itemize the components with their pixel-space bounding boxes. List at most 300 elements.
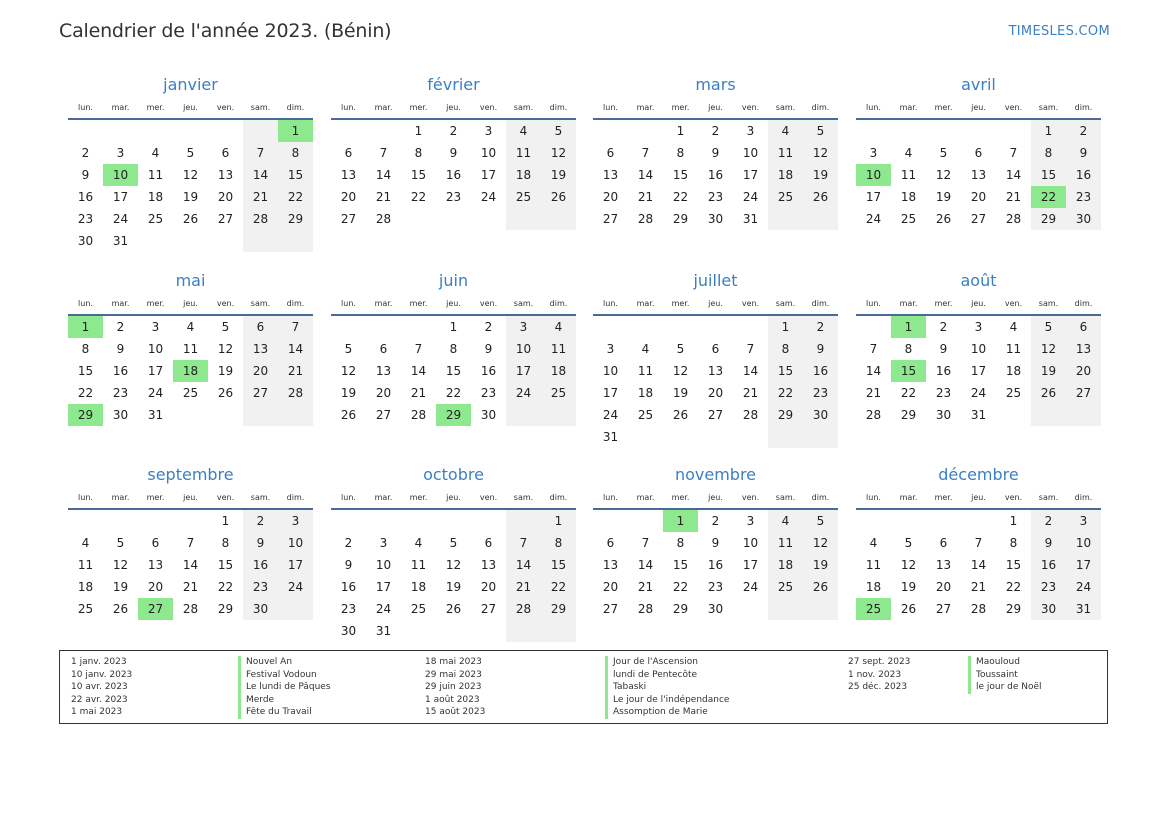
- day-cell[interactable]: 7: [1009, 146, 1018, 160]
- day-cell[interactable]: 28: [970, 602, 987, 616]
- day-cell[interactable]: 23: [1031, 576, 1066, 598]
- day-cell[interactable]: 9: [803, 338, 838, 360]
- day-cell[interactable]: 1: [449, 320, 458, 334]
- day-cell[interactable]: 19: [1031, 360, 1066, 382]
- day-cell[interactable]: 12: [182, 168, 199, 182]
- day-cell[interactable]: 26: [182, 212, 199, 226]
- day-cell[interactable]: 12: [217, 342, 234, 356]
- day-cell[interactable]: 7: [278, 316, 313, 338]
- day-cell[interactable]: 8: [676, 536, 685, 550]
- day-cell[interactable]: 15: [541, 554, 576, 576]
- day-cell[interactable]: 29: [278, 208, 313, 230]
- day-cell[interactable]: 23: [1066, 186, 1101, 208]
- day-cell[interactable]: 2: [1031, 510, 1066, 532]
- day-cell[interactable]: 6: [484, 536, 493, 550]
- day-cell[interactable]: 3: [116, 146, 125, 160]
- day-cell[interactable]: 8: [449, 342, 458, 356]
- day-cell[interactable]: 16: [480, 364, 497, 378]
- day-cell[interactable]: 29: [900, 408, 917, 422]
- day-cell[interactable]: 30: [77, 234, 94, 248]
- day-cell[interactable]: 7: [746, 342, 755, 356]
- day-cell[interactable]: 13: [602, 558, 619, 572]
- day-cell[interactable]: 9: [1066, 142, 1101, 164]
- day-cell[interactable]: 24: [147, 386, 164, 400]
- day-cell[interactable]: 9: [484, 342, 493, 356]
- day-cell[interactable]: 12: [672, 364, 689, 378]
- day-cell[interactable]: 3: [506, 316, 541, 338]
- day-cell[interactable]: 13: [1066, 338, 1101, 360]
- day-cell[interactable]: 26: [900, 602, 917, 616]
- day-cell[interactable]: 29: [1005, 602, 1022, 616]
- day-cell[interactable]: 18: [637, 386, 654, 400]
- day-cell[interactable]: 5: [186, 146, 195, 160]
- day-cell[interactable]: 14: [637, 558, 654, 572]
- day-cell[interactable]: 19: [182, 190, 199, 204]
- day-cell[interactable]: 21: [410, 386, 427, 400]
- day-cell[interactable]: 4: [151, 146, 160, 160]
- day-cell[interactable]: 6: [151, 536, 160, 550]
- day-cell[interactable]: 17: [602, 386, 619, 400]
- day-cell[interactable]: 11: [541, 338, 576, 360]
- day-cell[interactable]: 21: [637, 190, 654, 204]
- day-cell[interactable]: 5: [344, 342, 353, 356]
- day-cell[interactable]: 14: [375, 168, 392, 182]
- day-cell[interactable]: 2: [1066, 120, 1101, 142]
- day-cell[interactable]: 23: [112, 386, 129, 400]
- day-cell[interactable]: 24: [970, 386, 987, 400]
- day-cell[interactable]: 30: [935, 408, 952, 422]
- day-cell[interactable]: 14: [637, 168, 654, 182]
- day-cell[interactable]: 24: [742, 190, 759, 204]
- day-cell[interactable]: 10: [506, 338, 541, 360]
- day-cell[interactable]: 5: [541, 120, 576, 142]
- day-cell[interactable]: 27: [935, 602, 952, 616]
- day-cell[interactable]: 9: [711, 146, 720, 160]
- day-cell[interactable]: 4: [506, 120, 541, 142]
- day-cell[interactable]: 23: [77, 212, 94, 226]
- day-cell[interactable]: 30: [707, 212, 724, 226]
- day-cell[interactable]: 6: [939, 536, 948, 550]
- day-cell[interactable]: 2: [803, 316, 838, 338]
- day-cell[interactable]: 16: [1031, 554, 1066, 576]
- day-cell[interactable]: 8: [541, 532, 576, 554]
- day-cell[interactable]: 16: [445, 168, 462, 182]
- day-cell[interactable]: 5: [1031, 316, 1066, 338]
- day-cell[interactable]: 31: [375, 624, 392, 638]
- day-cell[interactable]: 22: [541, 576, 576, 598]
- day-cell[interactable]: 30: [243, 598, 278, 620]
- day-cell[interactable]: 8: [1009, 536, 1018, 550]
- day-cell[interactable]: 22: [900, 386, 917, 400]
- day-cell[interactable]: 26: [112, 602, 129, 616]
- day-cell[interactable]: 10: [742, 146, 759, 160]
- day-cell[interactable]: 12: [541, 142, 576, 164]
- site-link[interactable]: TIMESLES.COM: [1008, 24, 1110, 39]
- day-cell[interactable]: 12: [340, 364, 357, 378]
- day-cell[interactable]: 2: [711, 124, 720, 138]
- day-cell[interactable]: 11: [768, 532, 803, 554]
- day-cell[interactable]: 17: [742, 168, 759, 182]
- day-cell[interactable]: 21: [506, 576, 541, 598]
- day-cell[interactable]: 6: [344, 146, 353, 160]
- day-cell[interactable]: 2: [449, 124, 458, 138]
- day-cell[interactable]: 27: [602, 602, 619, 616]
- day-cell[interactable]: 8: [81, 342, 90, 356]
- day-cell[interactable]: 10: [103, 164, 138, 186]
- day-cell[interactable]: 26: [217, 386, 234, 400]
- day-cell[interactable]: 1: [1009, 514, 1018, 528]
- day-cell[interactable]: 8: [414, 146, 423, 160]
- day-cell[interactable]: 25: [410, 602, 427, 616]
- day-cell[interactable]: 12: [1031, 338, 1066, 360]
- day-cell[interactable]: 27: [970, 212, 987, 226]
- day-cell[interactable]: 28: [637, 212, 654, 226]
- day-cell[interactable]: 24: [375, 602, 392, 616]
- day-cell[interactable]: 3: [974, 320, 983, 334]
- day-cell[interactable]: 7: [641, 536, 650, 550]
- day-cell[interactable]: 28: [182, 602, 199, 616]
- day-cell[interactable]: 21: [637, 580, 654, 594]
- day-cell[interactable]: 18: [506, 164, 541, 186]
- day-cell[interactable]: 8: [768, 338, 803, 360]
- day-cell[interactable]: 12: [935, 168, 952, 182]
- day-cell[interactable]: 2: [711, 514, 720, 528]
- day-cell[interactable]: 25: [147, 212, 164, 226]
- day-cell[interactable]: 28: [410, 408, 427, 422]
- day-cell[interactable]: 18: [768, 164, 803, 186]
- day-cell[interactable]: 10: [856, 164, 891, 186]
- day-cell[interactable]: 4: [541, 316, 576, 338]
- day-cell[interactable]: 4: [1009, 320, 1018, 334]
- day-cell[interactable]: 26: [803, 576, 838, 598]
- day-cell[interactable]: 17: [375, 580, 392, 594]
- day-cell[interactable]: 20: [707, 386, 724, 400]
- day-cell[interactable]: 19: [112, 580, 129, 594]
- day-cell[interactable]: 8: [278, 142, 313, 164]
- day-cell[interactable]: 7: [414, 342, 423, 356]
- day-cell[interactable]: 25: [768, 186, 803, 208]
- day-cell[interactable]: 1: [221, 514, 230, 528]
- day-cell[interactable]: 4: [414, 536, 423, 550]
- day-cell[interactable]: 19: [935, 190, 952, 204]
- day-cell[interactable]: 4: [768, 120, 803, 142]
- day-cell[interactable]: 24: [506, 382, 541, 404]
- day-cell[interactable]: 27: [602, 212, 619, 226]
- day-cell[interactable]: 8: [1031, 142, 1066, 164]
- day-cell[interactable]: 21: [182, 580, 199, 594]
- day-cell[interactable]: 19: [803, 554, 838, 576]
- day-cell[interactable]: 6: [1066, 316, 1101, 338]
- day-cell[interactable]: 3: [606, 342, 615, 356]
- day-cell[interactable]: 8: [221, 536, 230, 550]
- day-cell[interactable]: 26: [935, 212, 952, 226]
- day-cell[interactable]: 1: [891, 316, 926, 338]
- day-cell[interactable]: 10: [602, 364, 619, 378]
- day-cell[interactable]: 2: [939, 320, 948, 334]
- day-cell[interactable]: 27: [138, 598, 173, 620]
- day-cell[interactable]: 9: [344, 558, 353, 572]
- day-cell[interactable]: 26: [541, 186, 576, 208]
- day-cell[interactable]: 10: [1066, 532, 1101, 554]
- day-cell[interactable]: 1: [663, 510, 698, 532]
- day-cell[interactable]: 30: [1031, 598, 1066, 620]
- day-cell[interactable]: 22: [768, 382, 803, 404]
- day-cell[interactable]: 9: [1031, 532, 1066, 554]
- day-cell[interactable]: 3: [278, 510, 313, 532]
- day-cell[interactable]: 20: [1066, 360, 1101, 382]
- day-cell[interactable]: 5: [803, 120, 838, 142]
- day-cell[interactable]: 16: [243, 554, 278, 576]
- day-cell[interactable]: 7: [379, 146, 388, 160]
- day-cell[interactable]: 5: [676, 342, 685, 356]
- day-cell[interactable]: 19: [672, 386, 689, 400]
- day-cell[interactable]: 12: [803, 142, 838, 164]
- day-cell[interactable]: 20: [602, 190, 619, 204]
- day-cell[interactable]: 13: [340, 168, 357, 182]
- day-cell[interactable]: 19: [900, 580, 917, 594]
- day-cell[interactable]: 20: [602, 580, 619, 594]
- day-cell[interactable]: 10: [742, 536, 759, 550]
- day-cell[interactable]: 31: [112, 234, 129, 248]
- day-cell[interactable]: 6: [974, 146, 983, 160]
- day-cell[interactable]: 27: [1066, 382, 1101, 404]
- day-cell[interactable]: 20: [935, 580, 952, 594]
- day-cell[interactable]: 16: [707, 558, 724, 572]
- day-cell[interactable]: 2: [116, 320, 125, 334]
- day-cell[interactable]: 25: [77, 602, 94, 616]
- day-cell[interactable]: 17: [865, 190, 882, 204]
- day-cell[interactable]: 3: [151, 320, 160, 334]
- day-cell[interactable]: 28: [375, 212, 392, 226]
- day-cell[interactable]: 20: [217, 190, 234, 204]
- day-cell[interactable]: 28: [506, 598, 541, 620]
- day-cell[interactable]: 22: [445, 386, 462, 400]
- day-cell[interactable]: 9: [243, 532, 278, 554]
- day-cell[interactable]: 25: [900, 212, 917, 226]
- day-cell[interactable]: 21: [970, 580, 987, 594]
- day-cell[interactable]: 4: [904, 146, 913, 160]
- day-cell[interactable]: 22: [278, 186, 313, 208]
- day-cell[interactable]: 13: [147, 558, 164, 572]
- day-cell[interactable]: 24: [602, 408, 619, 422]
- day-cell[interactable]: 11: [410, 558, 427, 572]
- day-cell[interactable]: 27: [707, 408, 724, 422]
- day-cell[interactable]: 10: [375, 558, 392, 572]
- day-cell[interactable]: 15: [768, 360, 803, 382]
- day-cell[interactable]: 25: [856, 598, 891, 620]
- day-cell[interactable]: 19: [445, 580, 462, 594]
- day-cell[interactable]: 21: [742, 386, 759, 400]
- day-cell[interactable]: 5: [904, 536, 913, 550]
- day-cell[interactable]: 5: [116, 536, 125, 550]
- day-cell[interactable]: 3: [746, 514, 755, 528]
- day-cell[interactable]: 18: [173, 360, 208, 382]
- day-cell[interactable]: 5: [221, 320, 230, 334]
- day-cell[interactable]: 11: [768, 142, 803, 164]
- day-cell[interactable]: 29: [217, 602, 234, 616]
- day-cell[interactable]: 8: [676, 146, 685, 160]
- day-cell[interactable]: 11: [506, 142, 541, 164]
- day-cell[interactable]: 14: [182, 558, 199, 572]
- day-cell[interactable]: 20: [340, 190, 357, 204]
- day-cell[interactable]: 28: [865, 408, 882, 422]
- day-cell[interactable]: 14: [742, 364, 759, 378]
- day-cell[interactable]: 25: [506, 186, 541, 208]
- day-cell[interactable]: 15: [672, 168, 689, 182]
- day-cell[interactable]: 2: [81, 146, 90, 160]
- day-cell[interactable]: 16: [340, 580, 357, 594]
- day-cell[interactable]: 3: [484, 124, 493, 138]
- day-cell[interactable]: 23: [480, 386, 497, 400]
- day-cell[interactable]: 9: [711, 536, 720, 550]
- day-cell[interactable]: 29: [541, 598, 576, 620]
- day-cell[interactable]: 13: [602, 168, 619, 182]
- day-cell[interactable]: 15: [77, 364, 94, 378]
- day-cell[interactable]: 18: [410, 580, 427, 594]
- day-cell[interactable]: 10: [970, 342, 987, 356]
- day-cell[interactable]: 25: [637, 408, 654, 422]
- day-cell[interactable]: 19: [803, 164, 838, 186]
- day-cell[interactable]: 15: [672, 558, 689, 572]
- day-cell[interactable]: 22: [1031, 186, 1066, 208]
- day-cell[interactable]: 14: [1005, 168, 1022, 182]
- day-cell[interactable]: 24: [865, 212, 882, 226]
- day-cell[interactable]: 16: [1066, 164, 1101, 186]
- day-cell[interactable]: 13: [243, 338, 278, 360]
- day-cell[interactable]: 30: [1066, 208, 1101, 230]
- day-cell[interactable]: 9: [116, 342, 125, 356]
- day-cell[interactable]: 20: [480, 580, 497, 594]
- day-cell[interactable]: 6: [221, 146, 230, 160]
- day-cell[interactable]: 31: [1066, 598, 1101, 620]
- day-cell[interactable]: 29: [436, 404, 471, 426]
- day-cell[interactable]: 30: [480, 408, 497, 422]
- day-cell[interactable]: 17: [278, 554, 313, 576]
- day-cell[interactable]: 26: [340, 408, 357, 422]
- day-cell[interactable]: 21: [243, 186, 278, 208]
- day-cell[interactable]: 23: [935, 386, 952, 400]
- day-cell[interactable]: 22: [1005, 580, 1022, 594]
- day-cell[interactable]: 17: [506, 360, 541, 382]
- day-cell[interactable]: 28: [637, 602, 654, 616]
- day-cell[interactable]: 23: [803, 382, 838, 404]
- day-cell[interactable]: 24: [278, 576, 313, 598]
- day-cell[interactable]: 23: [707, 190, 724, 204]
- day-cell[interactable]: 19: [340, 386, 357, 400]
- day-cell[interactable]: 11: [77, 558, 94, 572]
- day-cell[interactable]: 24: [1066, 576, 1101, 598]
- day-cell[interactable]: 26: [803, 186, 838, 208]
- day-cell[interactable]: 4: [186, 320, 195, 334]
- day-cell[interactable]: 3: [869, 146, 878, 160]
- day-cell[interactable]: 14: [865, 364, 882, 378]
- day-cell[interactable]: 6: [711, 342, 720, 356]
- day-cell[interactable]: 10: [147, 342, 164, 356]
- day-cell[interactable]: 11: [865, 558, 882, 572]
- day-cell[interactable]: 24: [112, 212, 129, 226]
- day-cell[interactable]: 30: [803, 404, 838, 426]
- day-cell[interactable]: 7: [974, 536, 983, 550]
- day-cell[interactable]: 27: [340, 212, 357, 226]
- day-cell[interactable]: 7: [243, 142, 278, 164]
- day-cell[interactable]: 4: [869, 536, 878, 550]
- day-cell[interactable]: 15: [1031, 164, 1066, 186]
- day-cell[interactable]: 22: [672, 580, 689, 594]
- day-cell[interactable]: 4: [81, 536, 90, 550]
- day-cell[interactable]: 23: [445, 190, 462, 204]
- day-cell[interactable]: 10: [480, 146, 497, 160]
- day-cell[interactable]: 9: [81, 168, 90, 182]
- day-cell[interactable]: 18: [865, 580, 882, 594]
- day-cell[interactable]: 12: [803, 532, 838, 554]
- day-cell[interactable]: 15: [1005, 558, 1022, 572]
- day-cell[interactable]: 24: [742, 580, 759, 594]
- day-cell[interactable]: 16: [112, 364, 129, 378]
- day-cell[interactable]: 26: [1031, 382, 1066, 404]
- day-cell[interactable]: 19: [541, 164, 576, 186]
- day-cell[interactable]: 30: [112, 408, 129, 422]
- day-cell[interactable]: 3: [1066, 510, 1101, 532]
- day-cell[interactable]: 4: [768, 510, 803, 532]
- day-cell[interactable]: 11: [182, 342, 199, 356]
- day-cell[interactable]: 29: [68, 404, 103, 426]
- day-cell[interactable]: 7: [869, 342, 878, 356]
- day-cell[interactable]: 18: [1005, 364, 1022, 378]
- day-cell[interactable]: 25: [1005, 386, 1022, 400]
- day-cell[interactable]: 21: [1005, 190, 1022, 204]
- day-cell[interactable]: 29: [672, 212, 689, 226]
- day-cell[interactable]: 2: [243, 510, 278, 532]
- day-cell[interactable]: 27: [243, 382, 278, 404]
- day-cell[interactable]: 25: [182, 386, 199, 400]
- day-cell[interactable]: 28: [1005, 212, 1022, 226]
- day-cell[interactable]: 7: [186, 536, 195, 550]
- day-cell[interactable]: 15: [217, 558, 234, 572]
- day-cell[interactable]: 20: [375, 386, 392, 400]
- day-cell[interactable]: 3: [379, 536, 388, 550]
- day-cell[interactable]: 18: [147, 190, 164, 204]
- day-cell[interactable]: 13: [707, 364, 724, 378]
- day-cell[interactable]: 14: [410, 364, 427, 378]
- day-cell[interactable]: 31: [742, 212, 759, 226]
- day-cell[interactable]: 6: [379, 342, 388, 356]
- day-cell[interactable]: 27: [480, 602, 497, 616]
- day-cell[interactable]: 15: [278, 164, 313, 186]
- day-cell[interactable]: 17: [147, 364, 164, 378]
- day-cell[interactable]: 7: [641, 146, 650, 160]
- day-cell[interactable]: 13: [935, 558, 952, 572]
- day-cell[interactable]: 20: [243, 360, 278, 382]
- day-cell[interactable]: 9: [449, 146, 458, 160]
- day-cell[interactable]: 17: [970, 364, 987, 378]
- day-cell[interactable]: 5: [939, 146, 948, 160]
- day-cell[interactable]: 1: [278, 120, 313, 142]
- day-cell[interactable]: 29: [672, 602, 689, 616]
- day-cell[interactable]: 14: [970, 558, 987, 572]
- day-cell[interactable]: 1: [68, 316, 103, 338]
- day-cell[interactable]: 14: [506, 554, 541, 576]
- day-cell[interactable]: 13: [970, 168, 987, 182]
- day-cell[interactable]: 28: [278, 382, 313, 404]
- day-cell[interactable]: 30: [340, 624, 357, 638]
- day-cell[interactable]: 20: [970, 190, 987, 204]
- day-cell[interactable]: 16: [803, 360, 838, 382]
- day-cell[interactable]: 14: [278, 338, 313, 360]
- day-cell[interactable]: 16: [77, 190, 94, 204]
- day-cell[interactable]: 17: [480, 168, 497, 182]
- day-cell[interactable]: 1: [676, 124, 685, 138]
- day-cell[interactable]: 20: [147, 580, 164, 594]
